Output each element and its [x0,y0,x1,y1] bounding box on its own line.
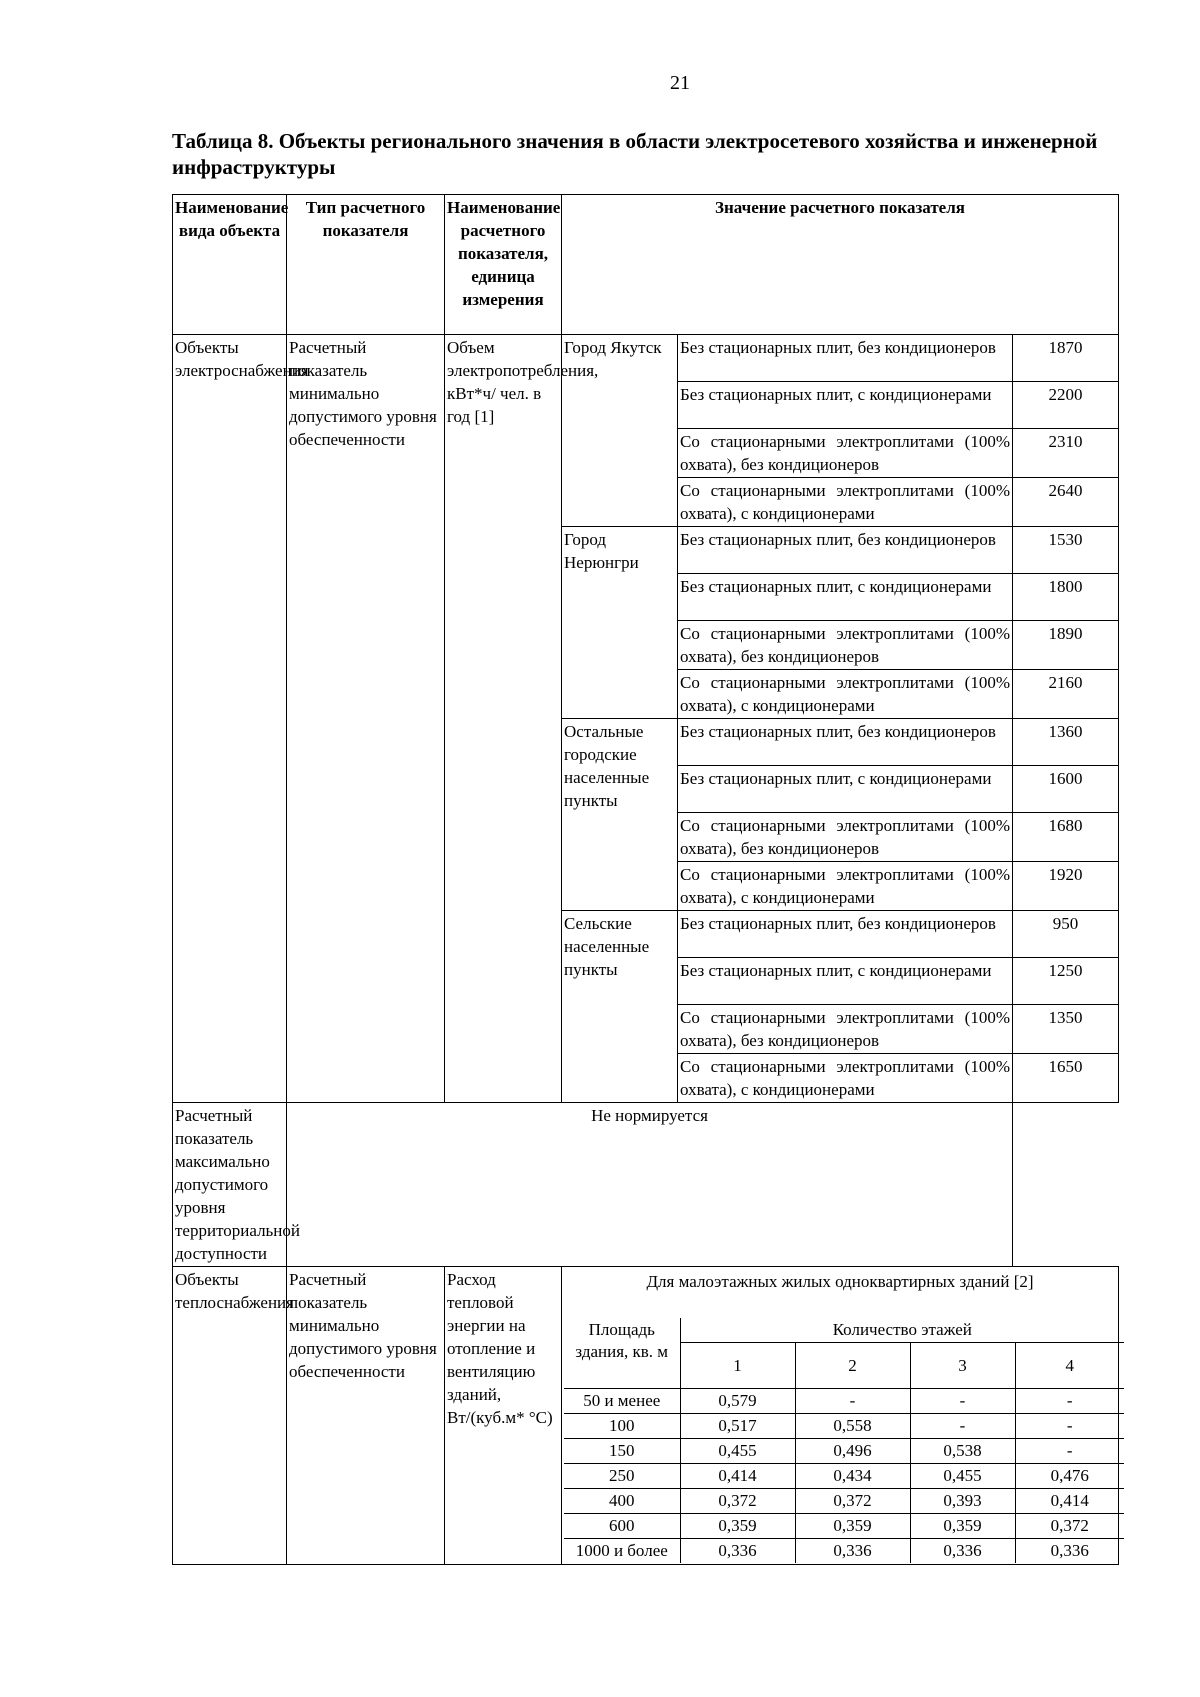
building-area: 50 и менее [564,1389,680,1414]
settlement-name: Сельские населенные пункты [562,911,678,1103]
heat-value: 0,336 [795,1539,910,1564]
heat-value: 0,538 [910,1439,1015,1464]
consumption-value: 1650 [1013,1054,1119,1103]
consumption-value: 2310 [1013,429,1119,478]
heat-value: 0,336 [680,1539,795,1564]
heat-value: 0,414 [1015,1489,1124,1514]
settlement-name: Остальные городские населенные пункты [562,719,678,911]
elec-indicator-type: Расчетный показатель минимально допустимого уровня обеспеченности [287,335,445,1103]
heat-value: 0,476 [1015,1464,1124,1489]
consumption-value: 2640 [1013,478,1119,527]
consumption-value: 1360 [1013,719,1119,766]
stove-option: Без стационарных плит, без кондиционеров [678,335,1013,382]
heat-object-type: Объекты теплоснабжения [173,1267,287,1565]
heat-value: 0,336 [1015,1539,1124,1564]
consumption-value: 1800 [1013,574,1119,621]
header-object-type: Наименование вида объекта [173,195,287,335]
consumption-value: 1890 [1013,621,1119,670]
heat-values-cell [562,1267,1119,1565]
building-area: 250 [564,1464,680,1489]
stove-option: Со стационарными электроплитами (100% охвата), с кондиционерами [678,862,1013,911]
table-row [564,1414,1124,1439]
max-indicator-type: Расчетный показатель максимально допустимого уровня территориальной доступности [173,1103,287,1267]
page-number: 21 [670,72,690,94]
table-row [564,1389,1124,1414]
consumption-value: 1920 [1013,862,1119,911]
stove-option: Со стационарными электроплитами (100% охвата), без кондиционеров [678,621,1013,670]
header-indicator-name: Наименование расчетного показателя, единица измерения [445,195,562,335]
electricity-section [173,335,1119,1103]
header-indicator-value: Значение расчетного показателя [562,195,1119,335]
floor-count: 3 [910,1343,1015,1389]
consumption-value: 1870 [1013,335,1119,382]
heat-value: 0,517 [680,1414,795,1439]
stove-option: Без стационарных плит, с кондиционерами [678,574,1013,621]
heat-value: 0,558 [795,1414,910,1439]
heat-value: 0,359 [680,1514,795,1539]
table-row [564,1539,1124,1564]
heat-value: 0,393 [910,1489,1015,1514]
header-indicator-type: Тип расчетного показателя [287,195,445,335]
heat-value: 0,434 [795,1464,910,1489]
max-indicator-value: Не нормируется [287,1103,1013,1267]
heat-value: - [910,1389,1015,1414]
consumption-value: 1350 [1013,1005,1119,1054]
stove-option: Со стационарными электроплитами (100% охвата), без кондиционеров [678,813,1013,862]
heat-section [173,1267,1119,1565]
heat-value: - [1015,1439,1124,1464]
elec-object-type: Объекты электроснабжения [173,335,287,1103]
stove-option: Без стационарных плит, с кондиционерами [678,766,1013,813]
table-title: Таблица 8. Объекты регионального значения в области электросетевого хозяйства и инженерной инфраструктуры [172,129,1098,179]
heat-value: 0,372 [795,1489,910,1514]
elec-indicator-unit: Объем электропотребления, кВт*ч/ чел. в год [1] [445,335,562,1103]
stove-option: Без стационарных плит, с кондиционерами [678,958,1013,1005]
heat-caption: Для малоэтажных жилых одноквартирных зданий [2] [646,1272,1034,1291]
stove-option: Со стационарными электроплитами (100% охвата), без кондиционеров [678,1005,1013,1054]
building-area: 150 [564,1439,680,1464]
heat-value: 0,414 [680,1464,795,1489]
regional-objects-table [172,194,1119,1565]
building-area: 100 [564,1414,680,1439]
consumption-value: 1680 [1013,813,1119,862]
heat-value: 0,359 [910,1514,1015,1539]
stove-option: Со стационарными электроплитами (100% охвата), без кондиционеров [678,429,1013,478]
heat-value: - [1015,1389,1124,1414]
heat-value: - [795,1389,910,1414]
heat-indicator-unit: Расход тепловой энергии на отопление и вентиляцию зданий, Вт/(куб.м* °С) [445,1267,562,1565]
table-row [564,1514,1124,1539]
consumption-value: 1250 [1013,958,1119,1005]
building-area: 1000 и более [564,1539,680,1564]
stove-option: Без стационарных плит, без кондиционеров [678,911,1013,958]
floor-count: 1 [680,1343,795,1389]
floor-count: 2 [795,1343,910,1389]
stove-option: Со стационарными электроплитами (100% охвата), с кондиционерами [678,478,1013,527]
heat-value: - [910,1414,1015,1439]
stove-option: Со стационарными электроплитами (100% охвата), с кондиционерами [678,1054,1013,1103]
stove-option: Со стационарными электроплитами (100% охвата), с кондиционерами [678,670,1013,719]
stove-option: Без стационарных плит, без кондиционеров [678,719,1013,766]
building-area: 400 [564,1489,680,1514]
heat-value: - [1015,1414,1124,1439]
table-row [173,335,1119,382]
heat-value: 0,455 [680,1439,795,1464]
table-row [564,1439,1124,1464]
settlement-name: Город Якутск [562,335,678,527]
floor-count: 4 [1015,1343,1124,1389]
stove-option: Без стационарных плит, без кондиционеров [678,527,1013,574]
consumption-value: 2200 [1013,382,1119,429]
heat-value: 0,372 [1015,1514,1124,1539]
heat-value: 0,336 [910,1539,1015,1564]
heat-value: 0,579 [680,1389,795,1414]
table-row [564,1489,1124,1514]
electricity-max-section [173,1103,1119,1267]
consumption-value: 2160 [1013,670,1119,719]
area-header: Площадь здания, кв. м [564,1318,680,1389]
heat-value: 0,372 [680,1489,795,1514]
heat-value: 0,359 [795,1514,910,1539]
settlement-name: Город Нерюнгри [562,527,678,719]
floors-header: Количество этажей [680,1318,1124,1343]
heat-values-table [564,1318,1124,1563]
heat-value: 0,496 [795,1439,910,1464]
consumption-value: 950 [1013,911,1119,958]
consumption-value: 1530 [1013,527,1119,574]
consumption-value: 1600 [1013,766,1119,813]
building-area: 600 [564,1514,680,1539]
heat-value: 0,455 [910,1464,1015,1489]
heat-indicator-type: Расчетный показатель минимально допустимого уровня обеспеченности [287,1267,445,1565]
stove-option: Без стационарных плит, с кондиционерами [678,382,1013,429]
table-row [564,1464,1124,1489]
